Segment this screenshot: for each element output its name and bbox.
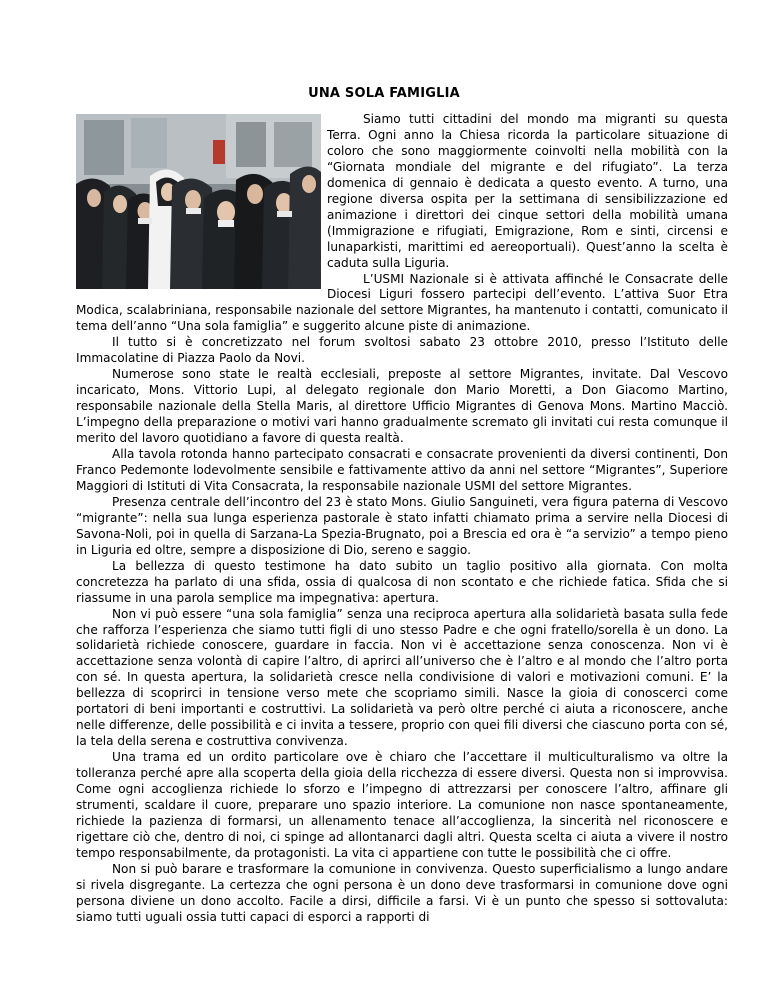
paragraph: Non vi può essere “una sola famiglia” senza una reciproca apertura alla solidarietà basata sulla fede che rafforza l’esperienza che siamo tutti figli di uno stesso Padre e che ogni fratello/sorella è un dono. La solidarietà richiede conoscere, guardare in faccia. Non vi è accettazione senza conoscenza. Non vi è accettazione senza volontà di capire l’altro, di aprirci all’universo che è l’altro e al mondo che l’altro porta con sé. In questa apertura, la solidarietà cresce nella condivisione di valori e motivazioni comuni. E’ la bellezza di scoprirci in tensione verso mete che scopriamo simili. Nasce la gioia di conoscerci come portatori di beni importanti e costruttivi. La solidarietà va però oltre perché ci aiuta a riconoscere, anche nelle differenze, delle possibilità e ci invita a tessere, proprio con quei fili diversi che ciascuno porta con sé, la tela della serena e costruttiva convivenza. <box>76 606 728 749</box>
paragraph: Una trama ed un ordito particolare ove è chiaro che l’accettare il multiculturalismo va oltre la tolleranza perché apre alla scoperta della gioia della ricchezza di essere diversi. Questa non si improvvisa. Come ogni accoglienza richiede lo sforzo e l’impegno di attrezzarsi per conoscere l’altro, affinare gli strumenti, scaldare il cuore, preparare uno spazio interiore. La comunione non nasce spontaneamente, richiede la pazienza di formarsi, un allenamento tenace all’accoglienza, la sincerità nel riconoscere e rigettare ciò che, dentro di noi, ci spinge ad allontanarci dagli altri. Questa scelta ci aiuta a vivere il nostro tempo responsabilmente, da protagonisti. La vita ci appartiene con tutte le possibilità che ci offre. <box>76 750 728 860</box>
paragraph: Alla tavola rotonda hanno partecipato consacrati e consacrate provenienti da diversi continenti, Don Franco Pedemonte lodevolmente sensibile e fattivamente attivo da anni nel settore “Migrantes”, Superiore Maggiori di Istituti di Vita Consacrata, la responsabile nazionale USMI del settore Migrantes. <box>76 447 728 493</box>
paragraph: Numerose sono state le realtà ecclesiali, preposte al settore Migrantes, invitate. Dal Vescovo incaricato, Mons. Vittorio Lupi, al delegato regionale don Mario Moretti, a Don Giacomo Martino, responsabile nazionale della Stella Maris, al direttore Ufficio Migrantes di Genova Mons. Martino Macciò. L’impegno della preparazione o motivi vari hanno gradualmente scremato gli invitati cui resta comunque il merito del lavoro quotidiano a favore di questa realtà. <box>76 367 728 446</box>
paragraph: Presenza centrale dell’incontro del 23 è stato Mons. Giulio Sanguineti, vera figura paterna di Vescovo “migrante”: nella sua lunga esperienza pastorale è stato infatti chiamato prima a servire nella Diocesi di Savona-Noli, poi in quella di Sarzana-La Spezia-Brugnato, poi a Brescia ed ora è “a servizio” a tempo pieno in Liguria ed oltre, sempre a disposizione di Dio, sereno e saggio. <box>76 494 728 557</box>
paragraph: Non si può barare e trasformare la comunione in convivenza. Questo superficialismo a lungo andare si rivela disgregante. La certezza che ogni persona è un dono deve trasformarsi in comunione dove ogni persona diviene un dono accolto. Facile a dirsi, difficile a farsi. Vi è un punto che spesso si sottovaluta: siamo tutti uguali ossia tutti capaci di esporci a rapporti di <box>76 861 728 924</box>
paragraph: Il tutto si è concretizzato nel forum svoltosi sabato 23 ottobre 2010, presso l’Istituto delle Immacolatine di Piazza Paolo da Novi. <box>76 335 728 366</box>
paragraph: Siamo tutti cittadini del mondo ma migranti su questa Terra. Ogni anno la Chiesa ricorda la particolare situazione di coloro che sono maggiormente coinvolti nella mobilità con la “Giornata mondiale del migrante e del rifugiato”. La terza domenica di gennaio è dedicata a questo evento. A turno, una regione diversa ospita per la settimana di sensibilizzazione ed animazione i direttori dei cinque settori della mobilità umana (Immigrazione e rifugiati, Emigrazione, Rom e sinti, circensi e lunaparkisti, marittimi ed aereoportuali). Quest’anno la scelta è caduta sulla Liguria. <box>327 112 728 270</box>
paragraph: L’USMI Nazionale si è attivata affinché le Consacrate delle Diocesi Liguri fossero partecipi dell’evento. L’attiva Suor Etra Modica, scalabriniana, responsabile nazionale del settore Migrantes, ha mantenuto i contatti, comunicato il tema dell’anno “Una sola famiglia” e suggerito alcune piste di animazione. <box>76 271 728 334</box>
article-body <box>76 112 728 926</box>
document-title: UNA SOLA FAMIGLIA <box>308 86 460 101</box>
paragraph: La bellezza di questo testimone ha dato subito un taglio positivo alla giornata. Con molta concretezza ha parlato di una sfida, ossia di qualcosa di non scontato e che richiede fatica. Sfida che si riassume in una parola semplice ma impegnativa: apertura. <box>76 558 728 605</box>
